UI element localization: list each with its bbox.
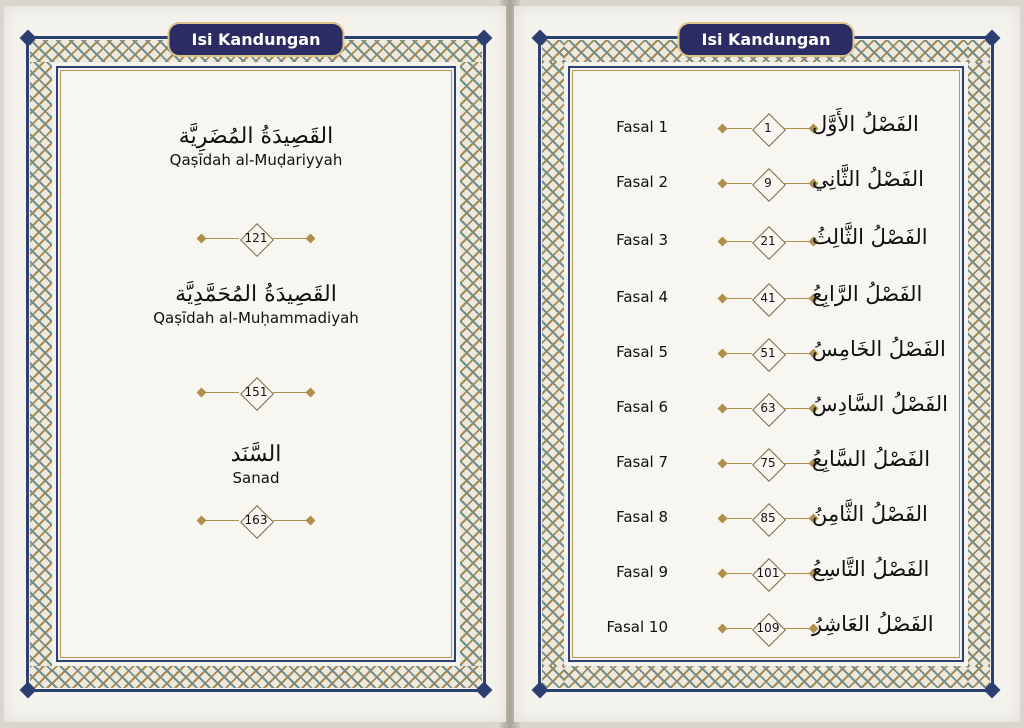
entry-latin-title: Qaṣīdah al-Muḍariyyah <box>169 151 343 169</box>
entry-latin-title: Qaṣīdah al-Muḥammadiyah <box>153 309 359 327</box>
toc-row <box>574 447 958 481</box>
page-number-marker <box>722 614 814 644</box>
chapter-arabic-title: الفَصْلُ الرَّابِعُ <box>812 282 923 306</box>
chapter-arabic-title: الفَصْلُ الخَامِسُ <box>812 337 946 361</box>
diamond-frame <box>748 227 788 257</box>
ornament-line <box>201 392 239 393</box>
diamond-frame <box>236 378 276 408</box>
page-number-marker <box>722 559 814 589</box>
page-number-marker <box>201 506 311 536</box>
ornament-dot <box>306 516 316 526</box>
chapter-label: Fasal 6 <box>616 398 668 416</box>
page-title: Isi Kandungan <box>168 22 345 57</box>
chapter-arabic-title: الفَصْلُ الثَّانِي <box>812 167 924 191</box>
chapter-page-number: 75 <box>760 456 776 470</box>
diamond-frame <box>748 394 788 424</box>
chapter-label: Fasal 2 <box>616 173 668 191</box>
chapter-page-number: 21 <box>760 234 776 248</box>
chapter-page-number: 109 <box>756 621 780 635</box>
chapter-page-number: 9 <box>764 176 772 190</box>
right-ornamental-frame <box>538 30 994 692</box>
page-number-marker <box>722 284 814 314</box>
page-number-marker <box>201 224 311 254</box>
chapter-label: Fasal 4 <box>616 288 668 306</box>
toc-row <box>574 557 958 591</box>
chapter-arabic-title: الفَصْلُ السَّابِعُ <box>812 447 931 471</box>
toc-row <box>574 502 958 536</box>
diamond-frame <box>748 504 788 534</box>
entry-arabic-title: القَصِيدَةُ المُحَمَّدِيَّة <box>175 282 337 307</box>
page-number-marker <box>722 114 814 144</box>
chapter-page-number: 41 <box>760 291 776 305</box>
page-number-marker <box>722 449 814 479</box>
page-number-marker <box>722 227 814 257</box>
chapter-label: Fasal 7 <box>616 453 668 471</box>
toc-entry <box>62 442 450 487</box>
left-ornamental-frame <box>26 30 486 692</box>
entry-page-number: 121 <box>244 231 268 245</box>
right-page <box>514 6 1020 722</box>
chapter-label: Fasal 5 <box>616 343 668 361</box>
entry-page-number: 163 <box>244 513 268 527</box>
diamond-frame <box>748 169 788 199</box>
page-number-marker <box>722 394 814 424</box>
toc-entry <box>62 282 450 327</box>
entry-latin-title: Sanad <box>232 469 280 487</box>
chapter-label: Fasal 10 <box>606 618 668 636</box>
diamond-frame <box>748 559 788 589</box>
ornament-line <box>201 520 239 521</box>
toc-row <box>574 282 958 316</box>
chapter-arabic-title: الفَصْلُ السَّادِسُ <box>812 392 948 416</box>
chapter-page-number: 101 <box>756 566 780 580</box>
chapter-label: Fasal 3 <box>616 231 668 249</box>
left-page <box>4 6 506 722</box>
chapter-arabic-title: الفَصْلُ التَّاسِعُ <box>812 557 930 581</box>
toc-row <box>574 337 958 371</box>
diamond-frame <box>748 114 788 144</box>
ornament-dot <box>306 234 316 244</box>
chapter-arabic-title: الفَصْلُ العَاشِرُ <box>812 612 934 636</box>
chapter-page-number: 1 <box>764 121 772 135</box>
toc-row <box>574 612 958 646</box>
chapter-label: Fasal 8 <box>616 508 668 526</box>
diamond-frame <box>748 449 788 479</box>
page-number-marker <box>722 504 814 534</box>
toc-row <box>574 112 958 146</box>
right-content <box>574 72 958 656</box>
page-number-marker <box>722 169 814 199</box>
diamond-frame <box>236 224 276 254</box>
toc-entry <box>62 124 450 169</box>
diamond-frame <box>748 284 788 314</box>
diamond-frame <box>748 614 788 644</box>
toc-row <box>574 392 958 426</box>
page-title: Isi Kandungan <box>678 22 855 57</box>
chapter-arabic-title: الفَصْلُ الثَّالِثُ <box>812 225 928 249</box>
chapter-label: Fasal 9 <box>616 563 668 581</box>
diamond-frame <box>748 339 788 369</box>
chapter-arabic-title: الفَصْلُ الثَّامِنُ <box>812 502 928 526</box>
page-number-marker <box>201 378 311 408</box>
chapter-label: Fasal 1 <box>616 118 668 136</box>
entry-page-number: 151 <box>244 385 268 399</box>
toc-row <box>574 167 958 201</box>
page-number-marker <box>722 339 814 369</box>
chapter-page-number: 85 <box>760 511 776 525</box>
entry-arabic-title: السَّنَد <box>230 442 282 467</box>
diamond-frame <box>236 506 276 536</box>
chapter-arabic-title: الفَصْلُ الأَوَّل <box>812 112 919 136</box>
ornament-line <box>201 238 239 239</box>
chapter-page-number: 63 <box>760 401 776 415</box>
entry-arabic-title: القَصِيدَةُ المُضَرِيَّة <box>178 124 334 149</box>
ornament-dot <box>306 388 316 398</box>
toc-row <box>574 225 958 259</box>
left-content <box>62 72 450 656</box>
chapter-page-number: 51 <box>760 346 776 360</box>
